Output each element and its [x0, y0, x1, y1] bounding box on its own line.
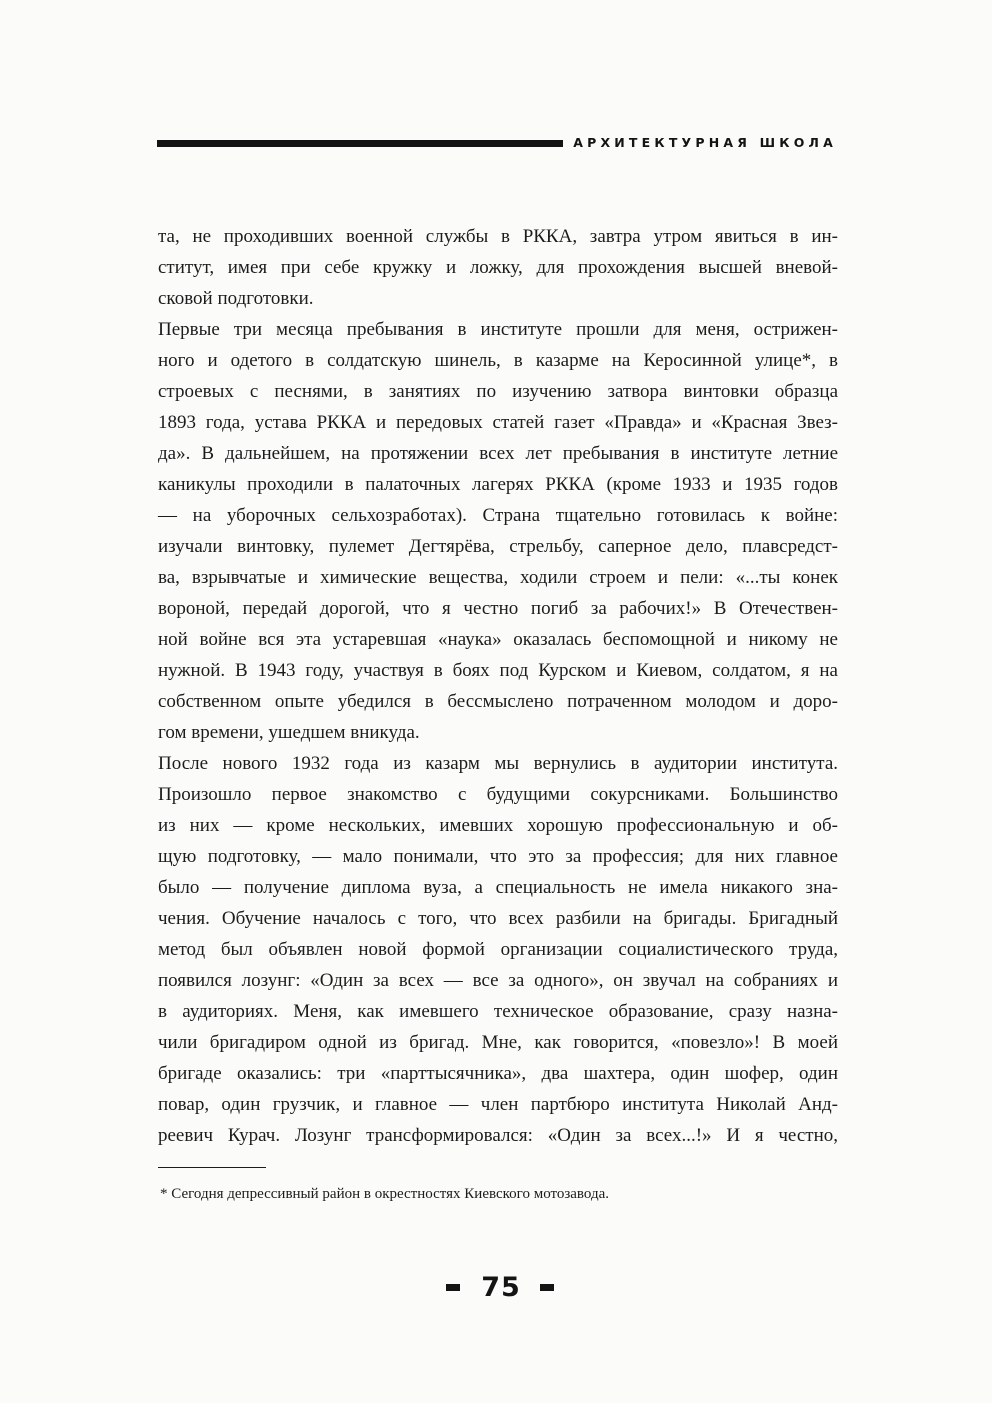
text-line: щую подготовку, — мало понимали, что это за профессия; для них главное — [158, 846, 838, 867]
text-line: гом времени, ушедшем вникуда. — [158, 722, 420, 743]
text-line: ва, взрывчатые и химические вещества, ходили строем и пели: «...ты конек — [158, 567, 838, 588]
text-line: Первые три месяца пребывания в институте прошли для меня, острижен- — [158, 319, 838, 340]
text-line: метод был объявлен новой формой организации социалистического труда, — [158, 939, 838, 960]
text-line: сковой подготовки. — [158, 288, 314, 309]
text-line: появился лозунг: «Один за всех — все за одного», он звучал на собраниях и — [158, 970, 838, 991]
text-line: ститут, имея при себе кружку и ложку, для прохождения высшей вневой- — [158, 257, 838, 278]
page-number-left-bar — [446, 1284, 460, 1291]
text-line: ной войне вся эта устаревшая «наука» оказалась беспомощной и никому не — [158, 629, 838, 650]
text-line: собственном опыте убедился в бессмыслено потраченном молодом и доро- — [158, 691, 838, 712]
page-number-block — [446, 1271, 556, 1305]
text-line: ного и одетого в солдатскую шинель, в казарме на Керосинной улице*, в — [158, 350, 838, 371]
text-line: в аудиториях. Меня, как имевшего техническое образование, сразу назна- — [158, 1001, 838, 1022]
running-header — [157, 135, 837, 151]
text-line: чили бригадиром одной из бригад. Мне, как говорится, «повезло»! В моей — [158, 1032, 838, 1053]
text-line: нужной. В 1943 году, участвуя в боях под Курском и Киевом, солдатом, я на — [158, 660, 838, 681]
running-header-title: АРХИТЕКТУРНАЯ ШКОЛА — [573, 135, 837, 150]
text-line: 1893 года, устава РККА и передовых статей газет «Правда» и «Красная Звез- — [158, 412, 838, 433]
text-line: та, не проходивших военной службы в РККА, завтра утром явиться в ин- — [158, 226, 838, 247]
text-line: строевых с песнями, в занятиях по изучению затвора винтовки образца — [158, 381, 838, 402]
text-line: каникулы проходили в палаточных лагерях РККА (кроме 1933 и 1935 годов — [158, 474, 838, 495]
page-number-right-bar — [540, 1284, 554, 1291]
footnote: * Сегодня депрессивный район в окрестностях Киевского мотозавода. — [160, 1186, 610, 1202]
page-number: 75 — [481, 1272, 521, 1303]
text-line: повар, один грузчик, и главное — член партбюро института Николай Анд- — [158, 1094, 838, 1115]
text-line: бригаде оказались: три «парттысячника», два шахтера, один шофер, один — [158, 1063, 838, 1084]
header-rule — [157, 140, 563, 147]
text-line: После нового 1932 года из казарм мы вернулись в аудитории института. — [158, 753, 838, 774]
text-line: из них — кроме нескольких, имевших хорошую профессиональную и об- — [158, 815, 838, 836]
footnote-rule — [158, 1167, 266, 1168]
body-text — [158, 221, 838, 1151]
text-line: Произошло первое знакомство с будущими сокурсниками. Большинство — [158, 784, 838, 805]
text-line: реевич Курач. Лозунг трансформировался: «Один за всех...!» И я честно, — [158, 1125, 838, 1146]
text-line: вороной, передай дорогой, что я честно погиб за рабочих!» В Отечествен- — [158, 598, 838, 619]
text-line: да». В дальнейшем, на протяжении всех лет пребывания в институте летние — [158, 443, 838, 464]
text-line: было — получение диплома вуза, а специальность не имела никакого зна- — [158, 877, 838, 898]
text-line: чения. Обучение началось с того, что всех разбили на бригады. Бригадный — [158, 908, 838, 929]
text-line: изучали винтовку, пулемет Дегтярёва, стрельбу, саперное дело, плавсредст- — [158, 536, 838, 557]
text-line: — на уборочных сельхозработах). Страна тщательно готовилась к войне: — [158, 505, 838, 526]
